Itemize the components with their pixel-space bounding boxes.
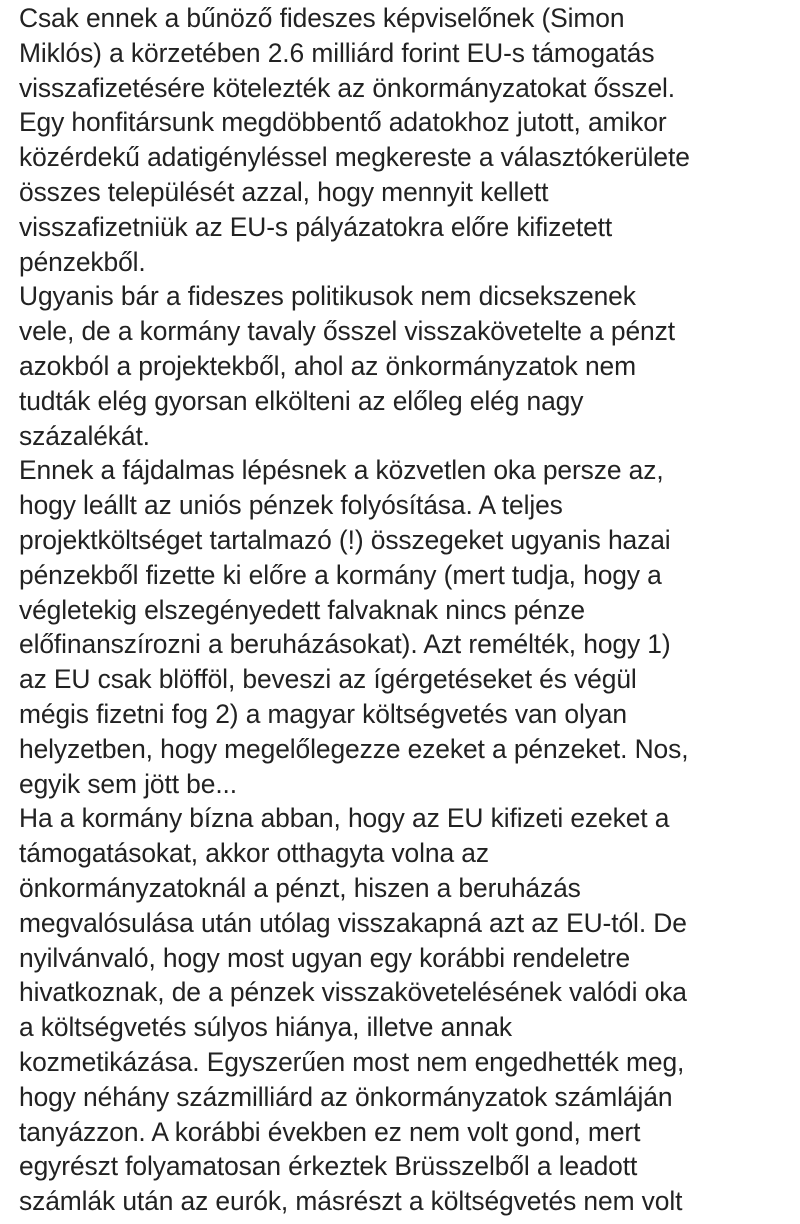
text-line: az EU csak blöfföl, beveszi az ígérgetéseket és végül: [19, 664, 637, 695]
text-line: támogatásokat, akkor otthagyta volna az: [19, 838, 489, 869]
text-line: kozmetikázása. Egyszerűen most nem engedhették meg,: [19, 1046, 685, 1077]
text-line: Miklós) a körzetében 2.6 milliárd forint EU-s támogatás: [19, 37, 655, 68]
text-line: nyilvánvaló, hogy most ugyan egy korábbi rendeletre: [19, 942, 631, 973]
text-line: pénzekből.: [19, 246, 146, 277]
text-line: projektköltséget tartalmazó (!) összegeket ugyanis hazai: [19, 524, 671, 555]
text-line: a költségvetés súlyos hiánya, illetve annak: [19, 1012, 513, 1043]
text-line: egyrészt folyamatosan érkeztek Brüsszelből a leadott: [19, 1151, 638, 1182]
text-line: vele, de a kormány tavaly ősszel visszakövetelte a pénzt: [19, 316, 675, 347]
text-line: tanyázzon. A korábbi években ez nem volt gond, mert: [19, 1116, 641, 1147]
text-line: mégis fizetni fog 2) a magyar költségvetés van olyan: [19, 698, 627, 729]
text-line: hogy néhány százmilliárd az önkormányzatok számláján: [19, 1081, 673, 1112]
text-line: egyik sem jött be...: [19, 768, 238, 799]
text-line: százalékát.: [19, 420, 150, 451]
text-line: hivatkoznak, de a pénzek visszakövetelésének valódi oka: [19, 977, 687, 1008]
text-line: helyzetben, hogy megelőlegezze ezeket a pénzeket. Nos,: [19, 733, 689, 764]
text-line: végletekig elszegényedett falvaknak nincs pénze: [19, 594, 585, 625]
text-line: összes települését azzal, hogy mennyit kellett: [19, 176, 549, 207]
text-line: pénzekből fizette ki előre a kormány (mert tudja, hogy a: [19, 559, 662, 590]
text-line: hogy leállt az uniós pénzek folyósítása. A teljes: [19, 490, 563, 521]
text-line: közérdekű adatigényléssel megkereste a választókerülete: [19, 142, 690, 173]
text-line: Egy honfitársunk megdöbbentő adatokhoz jutott, amikor: [19, 107, 667, 138]
text-line: előfinanszírozni a beruházásokat). Azt remélték, hogy 1): [19, 629, 671, 660]
text-line: azokból a projektekből, ahol az önkormányzatok nem: [19, 350, 636, 381]
post-body-text: [19, 1, 789, 1219]
text-line: önkormányzatoknál a pénzt, hiszen a beruházás: [19, 872, 581, 903]
text-line: számlák után az eurók, másrészt a költségvetés nem volt: [19, 1186, 683, 1217]
text-line: Ugyanis bár a fideszes politikusok nem dicsekszenek: [19, 281, 636, 312]
text-line: visszafizetniük az EU-s pályázatokra előre kifizetett: [19, 211, 613, 242]
text-line: Ha a kormány bízna abban, hogy az EU kifizeti ezeket a: [19, 803, 670, 834]
text-line: visszafizetésére kötelezték az önkormányzatokat ősszel.: [19, 72, 676, 103]
text-line: megvalósulása után utólag visszakapná azt az EU-tól. De: [19, 907, 687, 938]
text-line: Ennek a fájdalmas lépésnek a közvetlen oka persze az,: [19, 455, 664, 486]
text-line: Csak ennek a bűnöző fideszes képviselőnek (Simon: [19, 3, 625, 33]
text-line: tudták elég gyorsan elkölteni az előleg elég nagy: [19, 385, 584, 416]
